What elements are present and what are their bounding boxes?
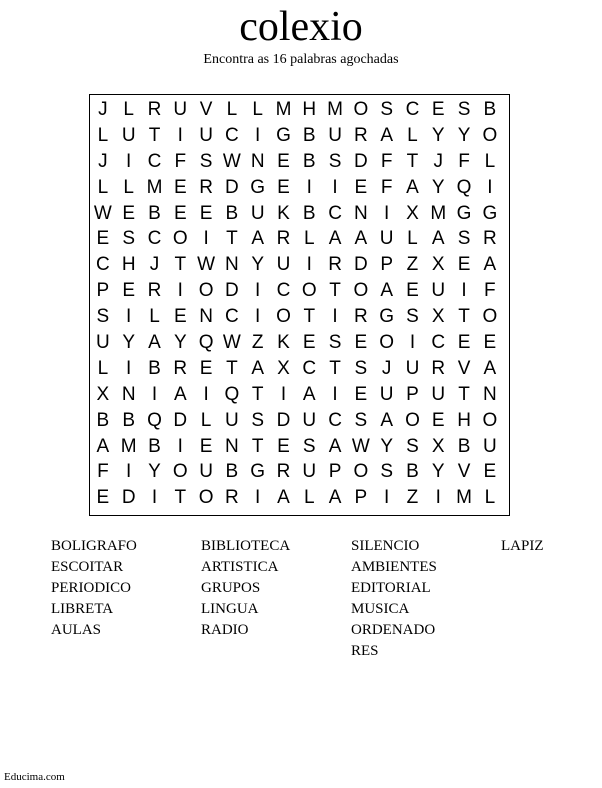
grid-letter: O	[353, 280, 369, 302]
grid-letter: L	[200, 409, 212, 431]
grid-letter: L	[123, 99, 134, 120]
grid-letter: C	[328, 409, 342, 431]
grid-letter: N	[225, 254, 239, 276]
grid-letter: S	[354, 357, 368, 379]
grid-letter: E	[406, 280, 419, 302]
grid-letter: D	[354, 150, 368, 172]
grid-letter: A	[354, 228, 368, 250]
grid-letter: O	[198, 487, 214, 509]
grid-letter: Z	[251, 332, 264, 354]
grid-letter: A	[302, 383, 316, 405]
grid-letter: C	[405, 99, 420, 120]
grid-letter: L	[97, 357, 109, 379]
grid-letter: I	[384, 487, 390, 509]
grid-letter: T	[174, 487, 187, 509]
grid-letter: O	[172, 228, 188, 250]
grid-letter: H	[457, 409, 471, 431]
grid-letter: E	[122, 202, 136, 224]
grid-letter: U	[121, 124, 136, 146]
grid-letter: T	[148, 124, 161, 146]
grid-letter: C	[276, 280, 291, 302]
grid-letter: O	[405, 409, 420, 431]
grid-letter: F	[458, 150, 470, 172]
grid-letter: X	[431, 254, 445, 276]
grid-letter: I	[487, 176, 493, 198]
grid-letter: E	[483, 461, 497, 483]
grid-letter: D	[173, 409, 188, 431]
grid-letter: E	[199, 202, 213, 224]
grid-letter: G	[250, 461, 266, 483]
grid-letter: I	[126, 306, 132, 328]
grid-letter: E	[173, 202, 187, 224]
grid-letter: E	[173, 306, 187, 328]
grid-letter: A	[173, 383, 187, 405]
grid-letter: U	[276, 254, 291, 276]
grid-letter: I	[384, 202, 390, 224]
grid-letter: J	[381, 357, 392, 379]
grid-letter: P	[328, 461, 342, 483]
grid-letter: R	[431, 357, 446, 379]
grid-letter: X	[277, 357, 290, 379]
grid-letter: T	[329, 280, 341, 302]
grid-letter: E	[277, 150, 290, 172]
grid-letter: I	[177, 124, 183, 146]
grid-letter: U	[199, 461, 213, 483]
grid-letter: T	[226, 357, 238, 379]
grid-letter: J	[98, 150, 108, 172]
grid-letter: B	[96, 409, 110, 431]
grid-letter: I	[255, 280, 261, 302]
grid-letter: V	[457, 461, 471, 483]
grid-letter: E	[431, 99, 445, 120]
grid-letter: B	[483, 99, 497, 120]
grid-letter: L	[303, 228, 315, 250]
word-column	[201, 536, 301, 641]
grid-letter: U	[431, 280, 446, 302]
grid-letter: R	[354, 306, 368, 328]
grid-letter: D	[276, 409, 291, 431]
grid-letter: W	[93, 202, 112, 224]
grid-letter: O	[482, 409, 498, 431]
grid-letter: S	[122, 228, 136, 250]
grid-letter: T	[226, 228, 238, 250]
grid-letter: N	[121, 383, 136, 405]
grid-letter: M	[120, 435, 137, 457]
grid-letter: R	[482, 228, 497, 250]
grid-letter: G	[482, 202, 498, 224]
grid-letter: R	[354, 124, 368, 146]
grid-letter: D	[354, 254, 368, 276]
grid-letter: B	[302, 124, 316, 146]
grid-letter: U	[302, 461, 317, 483]
grid-letter: S	[96, 306, 110, 328]
grid-letter: I	[332, 176, 338, 198]
grid-letter: E	[457, 332, 471, 354]
grid-letter: A	[380, 124, 393, 146]
grid-letter: S	[380, 99, 393, 120]
grid-letter: A	[328, 435, 342, 457]
grid-letter: A	[380, 280, 393, 302]
grid-letter: I	[177, 435, 183, 457]
grid-letter: F	[380, 150, 393, 172]
grid-letter: K	[277, 332, 290, 354]
grid-letter: N	[354, 202, 368, 224]
grid-letter: O	[172, 461, 188, 483]
grid-letter: I	[435, 487, 441, 509]
grid-letter: T	[303, 306, 316, 328]
grid-letter: S	[457, 99, 471, 120]
grid-letter: N	[225, 435, 239, 457]
grid-letter: F	[380, 176, 393, 198]
grid-letter: R	[147, 99, 162, 120]
grid-letter: S	[354, 409, 368, 431]
grid-letter: R	[225, 487, 239, 509]
word-item: MUSICA	[351, 601, 410, 617]
grid-letter: U	[379, 383, 394, 405]
grid-letter: E	[431, 409, 445, 431]
grid-letter: T	[251, 435, 264, 457]
word-column	[501, 536, 601, 557]
grid-letter: C	[302, 357, 317, 379]
grid-letter: T	[458, 306, 470, 328]
grid-letter: R	[147, 280, 162, 302]
grid-letter: B	[148, 435, 161, 457]
grid-letter: A	[483, 357, 497, 379]
grid-letter: Y	[148, 461, 161, 483]
word-item: BIBLIOTECA	[201, 538, 291, 554]
grid-letter: C	[96, 254, 110, 276]
grid-letter: S	[199, 150, 213, 172]
grid-letter: G	[379, 306, 395, 328]
grid-letter: Y	[380, 435, 393, 457]
grid-letter: E	[354, 383, 368, 405]
grid-letter: H	[302, 99, 317, 120]
grid-letter: T	[251, 383, 264, 405]
grid-letter: D	[121, 487, 136, 509]
grid-letter: E	[199, 435, 213, 457]
grid-letter: I	[332, 383, 338, 405]
grid-letter: C	[328, 202, 342, 224]
word-item: LIBRETA	[51, 601, 114, 617]
grid-letter: A	[406, 176, 419, 198]
grid-letter: L	[484, 150, 496, 172]
grid-letter: I	[255, 306, 261, 328]
grid-letter: X	[406, 202, 419, 224]
word-column	[51, 536, 151, 641]
grid-letter: M	[327, 99, 343, 120]
grid-letter: U	[431, 383, 446, 405]
grid-letter: N	[482, 383, 497, 405]
grid-letter: T	[329, 357, 341, 379]
grid-letter: A	[328, 228, 342, 250]
grid-letter: L	[407, 124, 418, 146]
grid-letter: I	[280, 383, 287, 405]
grid-letter: B	[457, 435, 471, 457]
grid-letter: E	[277, 435, 290, 457]
grid-letter: E	[122, 280, 136, 302]
grid-letter: I	[126, 357, 132, 379]
grid-letter: U	[379, 228, 394, 250]
grid-letter: I	[461, 280, 467, 302]
word-column	[351, 536, 451, 662]
grid-letter: R	[328, 254, 342, 276]
grid-letter: B	[406, 461, 419, 483]
grid-letter: I	[255, 124, 261, 146]
grid-letter: K	[277, 202, 290, 224]
grid-letter: C	[225, 124, 239, 146]
grid-letter: X	[431, 435, 445, 457]
grid-letter: P	[354, 487, 368, 509]
grid-letter: X	[431, 306, 445, 328]
grid-letter: I	[306, 176, 312, 198]
grid-letter: E	[277, 176, 290, 198]
grid-letter: U	[328, 124, 342, 146]
grid-letter: C	[147, 150, 162, 172]
grid-letter: J	[149, 254, 160, 276]
grid-letter: B	[302, 202, 316, 224]
grid-letter: L	[252, 99, 263, 120]
grid-letter: U	[96, 332, 110, 354]
grid-letter: U	[482, 435, 497, 457]
grid-letter: E	[173, 176, 187, 198]
grid-letter: B	[225, 202, 239, 224]
grid-letter: I	[332, 306, 338, 328]
grid-letter: L	[97, 176, 109, 198]
grid-letter: G	[276, 124, 291, 146]
grid-letter: O	[198, 280, 214, 302]
word-item: AMBIENTES	[351, 559, 437, 575]
grid-letter: C	[431, 332, 446, 354]
grid-letter: F	[97, 461, 109, 483]
grid-letter: E	[457, 254, 471, 276]
grid-letter: Q	[198, 332, 214, 354]
grid-letter: C	[147, 228, 162, 250]
grid-letter: P	[96, 280, 110, 302]
grid-letter: A	[96, 435, 110, 457]
page-title: colexio	[239, 4, 363, 50]
grid-letter: I	[409, 332, 416, 354]
grid-letter: Q	[147, 409, 162, 431]
grid-letter: U	[173, 99, 188, 120]
grid-letter: I	[151, 383, 158, 405]
grid-letter: I	[255, 487, 261, 509]
grid-letter: B	[302, 150, 316, 172]
grid-letter: E	[96, 228, 110, 250]
grid-letter: Z	[406, 487, 419, 509]
word-item: LAPIZ	[501, 538, 544, 554]
grid-letter: J	[433, 150, 443, 172]
word-item: BOLIGRAFO	[51, 538, 137, 554]
grid-letter: I	[151, 487, 158, 509]
grid-letter: Z	[406, 254, 419, 276]
grid-letter: X	[96, 383, 110, 405]
grid-letter: D	[225, 280, 239, 302]
grid-letter: N	[250, 150, 265, 172]
grid-letter: B	[122, 409, 136, 431]
grid-letter: R	[173, 357, 188, 379]
grid-letter: Q	[224, 383, 240, 405]
grid-letter: L	[484, 487, 496, 509]
grid-letter: G	[250, 176, 266, 198]
grid-letter: A	[328, 487, 342, 509]
grid-letter: A	[148, 332, 161, 354]
grid-letter: E	[199, 357, 213, 379]
grid-letter: R	[276, 461, 291, 483]
grid-letter: O	[353, 461, 369, 483]
grid-letter: I	[203, 228, 209, 250]
grid-letter: M	[275, 99, 292, 120]
grid-letter: A	[483, 254, 497, 276]
grid-letter: S	[406, 435, 419, 457]
grid-letter: J	[98, 99, 108, 120]
grid-letter: L	[226, 99, 238, 120]
word-item: RADIO	[201, 622, 249, 638]
word-item: ESCOITAR	[51, 559, 124, 575]
letter-grid	[90, 97, 503, 511]
grid-letter: T	[406, 150, 419, 172]
grid-letter: Y	[431, 176, 445, 198]
grid-letter: T	[458, 383, 470, 405]
footer-credit: Educima.com	[4, 771, 65, 783]
grid-letter: V	[199, 99, 213, 120]
word-item: EDITORIAL	[351, 580, 431, 596]
grid-letter: B	[148, 202, 161, 224]
grid-letter: L	[303, 487, 315, 509]
grid-letter: U	[225, 409, 239, 431]
grid-letter: P	[380, 254, 393, 276]
grid-letter: W	[222, 150, 241, 172]
grid-letter: M	[456, 487, 472, 509]
grid-letter: I	[126, 461, 132, 483]
grid-letter: F	[174, 150, 187, 172]
grid-letter: B	[148, 357, 161, 379]
grid-letter: O	[482, 306, 498, 328]
grid-letter: L	[149, 306, 160, 328]
grid-letter: E	[483, 332, 497, 354]
grid-letter: U	[199, 124, 213, 146]
word-item: GRUPOS	[201, 580, 261, 596]
grid-letter: R	[276, 228, 291, 250]
grid-letter: Y	[251, 254, 265, 276]
grid-letter: Y	[173, 332, 187, 354]
grid-letter: G	[456, 202, 472, 224]
grid-letter: M	[146, 176, 163, 198]
grid-letter: P	[406, 383, 419, 405]
grid-letter: S	[457, 228, 471, 250]
grid-letter: E	[96, 487, 110, 509]
grid-letter: S	[251, 409, 265, 431]
grid-letter: W	[351, 435, 370, 457]
grid-letter: M	[430, 202, 447, 224]
grid-letter: U	[405, 357, 420, 379]
grid-letter: A	[251, 357, 265, 379]
grid-letter: R	[199, 176, 213, 198]
grid-letter: A	[277, 487, 290, 509]
grid-letter: I	[306, 254, 312, 276]
grid-letter: U	[250, 202, 265, 224]
grid-letter: I	[203, 383, 209, 405]
word-item: PERIODICO	[51, 580, 132, 596]
grid-letter: L	[123, 176, 134, 198]
grid-letter: F	[484, 280, 496, 302]
grid-letter: H	[121, 254, 136, 276]
grid-letter: S	[302, 435, 316, 457]
grid-letter: U	[302, 409, 317, 431]
grid-letter: I	[126, 150, 132, 172]
grid-letter: S	[380, 461, 393, 483]
grid-letter: E	[354, 176, 368, 198]
word-item: LINGUA	[201, 601, 259, 617]
word-item: SILENCIO	[351, 538, 420, 554]
grid-letter: W	[222, 332, 241, 354]
grid-letter: O	[276, 306, 291, 328]
word-item: ORDENADORES	[351, 622, 436, 659]
grid-letter: A	[251, 228, 265, 250]
grid-letter: Q	[456, 176, 472, 198]
grid-letter: S	[328, 332, 342, 354]
word-item: ARTISTICA	[201, 559, 279, 575]
page-subtitle: Encontra as 16 palabras agochadas	[203, 52, 399, 67]
grid-letter: L	[407, 228, 418, 250]
grid-letter: Y	[457, 124, 471, 146]
grid-letter: S	[406, 306, 419, 328]
grid-letter: O	[301, 280, 317, 302]
grid-letter: T	[174, 254, 187, 276]
grid-letter: O	[379, 332, 395, 354]
grid-letter: A	[431, 228, 445, 250]
grid-letter: Y	[431, 124, 445, 146]
grid-letter: D	[225, 176, 239, 198]
grid-letter: Y	[122, 332, 136, 354]
grid-letter: E	[354, 332, 368, 354]
grid-letter: N	[199, 306, 213, 328]
grid-letter: E	[302, 332, 316, 354]
grid-letter: W	[197, 254, 216, 276]
grid-letter: B	[225, 461, 239, 483]
grid-letter: I	[177, 280, 183, 302]
grid-letter: A	[380, 409, 393, 431]
grid-letter: L	[97, 124, 109, 146]
grid-letter: S	[328, 150, 342, 172]
word-item: AULAS	[51, 622, 102, 638]
grid-letter: O	[482, 124, 498, 146]
grid-letter: O	[353, 99, 369, 120]
grid-letter: C	[225, 306, 239, 328]
grid-letter: V	[457, 357, 471, 379]
grid-letter: Y	[431, 461, 445, 483]
